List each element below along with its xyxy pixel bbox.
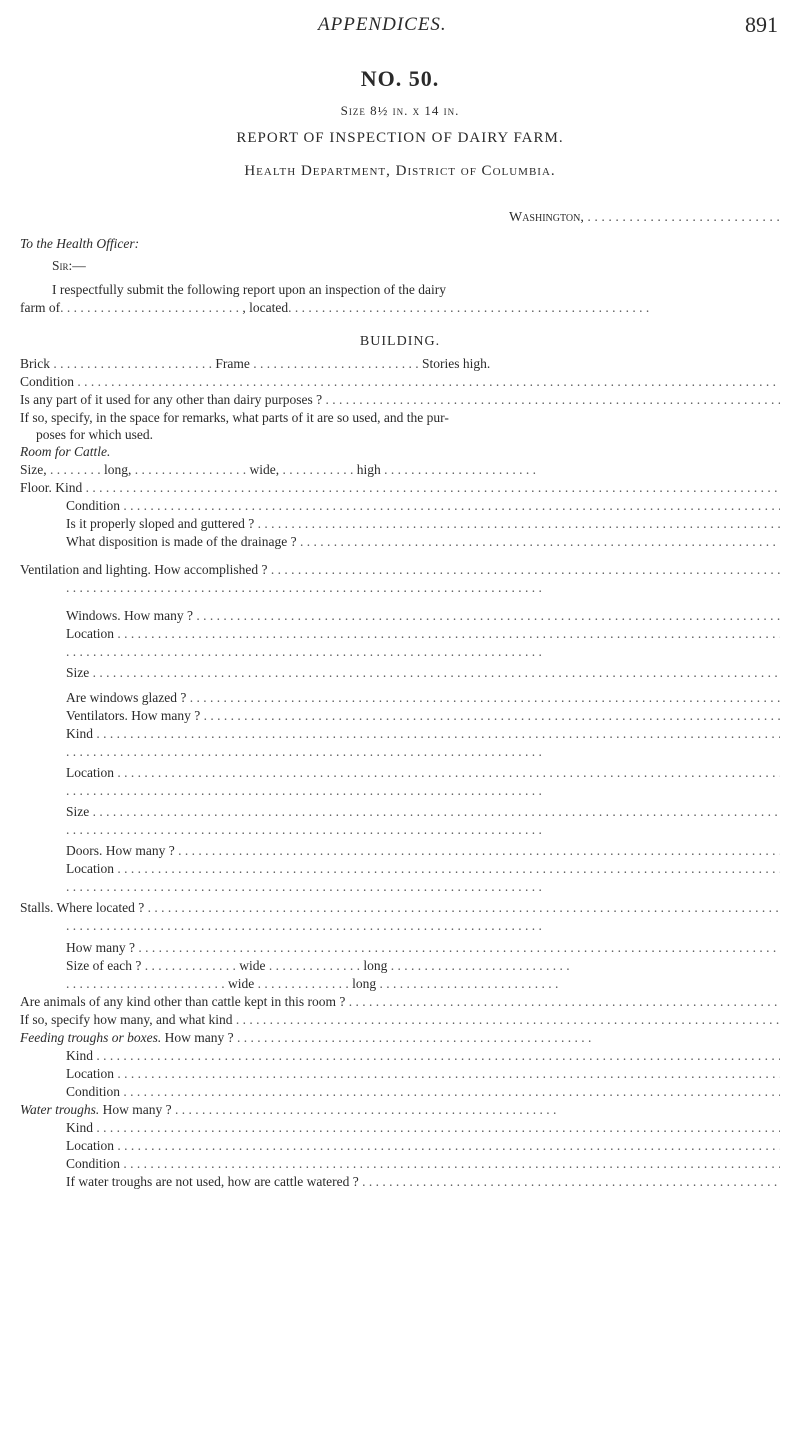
label-windows-location: Location: [66, 626, 114, 641]
form-size: Size 8½ in. x 14 in.: [340, 103, 460, 118]
label-water-location: Location: [66, 1138, 114, 1153]
label-drainage: What disposition is made of the drainage ?: [66, 534, 297, 549]
row-other-animals: [20, 994, 780, 1010]
row-other-use: [20, 392, 780, 408]
row-floor-kind: [20, 480, 780, 496]
row-stalls-how-many: [66, 940, 780, 956]
label-water-kind: Kind: [66, 1120, 93, 1135]
label-other-specify: If so, specify how many, and what kind: [20, 1012, 233, 1027]
label-watered: If water troughs are not used, how are cattle watered ?: [66, 1174, 359, 1189]
label-stalls-size: Size of each ?: [66, 958, 142, 973]
department-line: Health Department, District of Columbia.: [244, 163, 556, 179]
row-condition: [20, 374, 780, 390]
room-heading: Room for Cattle.: [20, 444, 111, 459]
label-frame: Frame: [215, 356, 250, 371]
label-floor-kind: Floor. Kind: [20, 480, 83, 495]
intro-line-2: farm of. . . . . . . . . . . . . . . . . . . . . . . . . . . , located. . . . . . . . . . . . . . . . . . . . . . . . . . . . . . . . . . . . . . . . . . . . . . . . . . . . . .: [20, 300, 650, 315]
row-water-location: [66, 1138, 780, 1154]
label-water-how-many: How many ?: [102, 1102, 172, 1117]
label-long: long,: [104, 462, 132, 477]
form-number: NO. 50.: [360, 66, 440, 91]
row-room-size: Size, . . . . . . . . long, . . . . . . . . . . . . . . . . . wide, . . . . . . . . . . . high . . . . . . . . . . . . . . . . . . . . . . .: [20, 462, 537, 477]
label-other-animals: Are animals of any kind other than cattle kept in this room ?: [20, 994, 346, 1009]
row-ventilators-location: [66, 765, 780, 781]
report-title: REPORT OF INSPECTION OF DAIRY FARM.: [236, 130, 564, 146]
label-stalls: Stalls. Where located ?: [20, 900, 145, 915]
label-stalls-wide: wide: [239, 958, 266, 973]
label-windows: Windows. How many ?: [66, 608, 193, 623]
intro-located-label: , located: [242, 300, 289, 315]
label-ventilators-location: Location: [66, 765, 114, 780]
label-other-use: Is any part of it used for any other than dairy purposes ?: [20, 392, 323, 407]
row-water: Water troughs. How many ? . . . . . . . . . . . . . . . . . . . . . . . . . . . . . . . . . . . . . . . . . . . . . . . . . . . . . . . . .: [20, 1102, 557, 1117]
row-watered: [66, 1174, 780, 1190]
row-brick-frame: Brick . . . . . . . . . . . . . . . . . . . . . . . . Frame . . . . . . . . . . . . . . . . . . . . . . . . . Stories high.: [20, 356, 491, 371]
row-ventilators-kind: [66, 726, 780, 742]
row-specify-2: poses for which used.: [36, 427, 153, 442]
label-size: Size,: [20, 462, 47, 477]
row-ventilators-kind-blank: . . . . . . . . . . . . . . . . . . . . . . . . . . . . . . . . . . . . . . . . . . . . . . . . . . . . . . . . . . . . . . . . . . . . . . .: [66, 744, 542, 759]
page-number: 891: [745, 12, 778, 37]
intro-farm-label: farm of: [20, 300, 61, 315]
label-doors-location: Location: [66, 861, 114, 876]
row-stalls-size-2: . . . . . . . . . . . . . . . . . . . . . . . . wide . . . . . . . . . . . . . . long . . . . . . . . . . . . . . . . . . . . . . . . . . .: [66, 976, 559, 991]
row-windows-location-blank: . . . . . . . . . . . . . . . . . . . . . . . . . . . . . . . . . . . . . . . . . . . . . . . . . . . . . . . . . . . . . . . . . . . . . . .: [66, 644, 542, 659]
label-feeding-location: Location: [66, 1066, 114, 1081]
row-ventilators: [66, 708, 780, 724]
sir-line: Sir:—: [52, 258, 86, 273]
salutation: To the Health Officer:: [20, 236, 140, 251]
row-stalls: [20, 900, 780, 916]
intro-line-1: I respectfully submit the following report upon an inspection of the dairy: [52, 282, 447, 297]
label-ventilators-kind: Kind: [66, 726, 93, 741]
row-ventilators-size: [66, 804, 780, 820]
row-ventilation-blank: . . . . . . . . . . . . . . . . . . . . . . . . . . . . . . . . . . . . . . . . . . . . . . . . . . . . . . . . . . . . . . . . . . . . . . .: [66, 580, 542, 595]
label-feeding: Feeding troughs or boxes.: [20, 1030, 162, 1045]
row-specify-1: If so, specify, in the space for remarks, what parts of it are so used, and the pur-: [20, 410, 449, 425]
label-feeding-kind: Kind: [66, 1048, 93, 1063]
row-other-specify: [20, 1012, 780, 1028]
row-stalls-size: Size of each ? . . . . . . . . . . . . . . wide . . . . . . . . . . . . . . long . . . . . . . . . . . . . . . . . . . . . . . . . . .: [66, 958, 570, 973]
row-doors: [66, 843, 780, 859]
label-glazed: Are windows glazed ?: [66, 690, 187, 705]
label-feeding-how-many: How many ?: [164, 1030, 234, 1045]
row-windows-location: [66, 626, 780, 642]
section-building-heading: BUILDING.: [359, 334, 441, 349]
place-field: [509, 210, 779, 226]
row-feeding-kind: [66, 1048, 780, 1064]
row-windows-size: [66, 665, 780, 681]
row-glazed: [66, 690, 780, 706]
row-floor-condition: [66, 498, 780, 514]
label-windows-size: Size: [66, 665, 90, 680]
label-ventilation: Ventilation and lighting. How accomplished ?: [20, 562, 268, 577]
running-head-title: APPENDICES.: [318, 14, 447, 35]
label-stories: Stories high.: [422, 356, 491, 371]
label-brick: Brick: [20, 356, 50, 371]
label-stalls-how-many: How many ?: [66, 940, 135, 955]
label-floor-condition: Condition: [66, 498, 121, 513]
row-ventilators-location-blank: . . . . . . . . . . . . . . . . . . . . . . . . . . . . . . . . . . . . . . . . . . . . . . . . . . . . . . . . . . . . . . . . . . . . . . .: [66, 783, 542, 798]
row-feeding: Feeding troughs or boxes. How many ? . . . . . . . . . . . . . . . . . . . . . . . . . . . . . . . . . . . . . . . . . . . . . . . . . . . . .: [20, 1030, 592, 1045]
row-feeding-condition: [66, 1084, 780, 1100]
label-condition: Condition: [20, 374, 75, 389]
label-sloped: Is it properly sloped and guttered ?: [66, 516, 255, 531]
label-ventilators: Ventilators. How many ?: [66, 708, 201, 723]
label-feeding-condition: Condition: [66, 1084, 121, 1099]
row-stalls-blank: . . . . . . . . . . . . . . . . . . . . . . . . . . . . . . . . . . . . . . . . . . . . . . . . . . . . . . . . . . . . . . . . . . . . . . .: [66, 918, 542, 933]
place-label: Washington,: [509, 210, 584, 225]
running-head: [0, 12, 800, 42]
row-sloped: [66, 516, 780, 532]
row-doors-location: [66, 861, 780, 877]
row-ventilation: [20, 562, 780, 578]
label-stalls-wide-2: wide: [228, 976, 255, 991]
label-stalls-long: long: [363, 958, 388, 973]
label-water: Water troughs.: [20, 1102, 100, 1117]
label-water-condition: Condition: [66, 1156, 121, 1171]
label-wide: wide,: [249, 462, 280, 477]
row-windows: [66, 608, 780, 624]
row-ventilators-size-blank: . . . . . . . . . . . . . . . . . . . . . . . . . . . . . . . . . . . . . . . . . . . . . . . . . . . . . . . . . . . . . . . . . . . . . . .: [66, 822, 542, 837]
row-water-condition: [66, 1156, 780, 1172]
label-ventilators-size: Size: [66, 804, 90, 819]
label-doors: Doors. How many ?: [66, 843, 175, 858]
row-doors-location-blank: . . . . . . . . . . . . . . . . . . . . . . . . . . . . . . . . . . . . . . . . . . . . . . . . . . . . . . . . . . . . . . . . . . . . . . .: [66, 879, 542, 894]
row-drainage: [66, 534, 780, 550]
row-water-kind: [66, 1120, 780, 1136]
label-high: high: [356, 462, 381, 477]
label-stalls-long-2: long: [352, 976, 377, 991]
row-feeding-location: [66, 1066, 780, 1082]
